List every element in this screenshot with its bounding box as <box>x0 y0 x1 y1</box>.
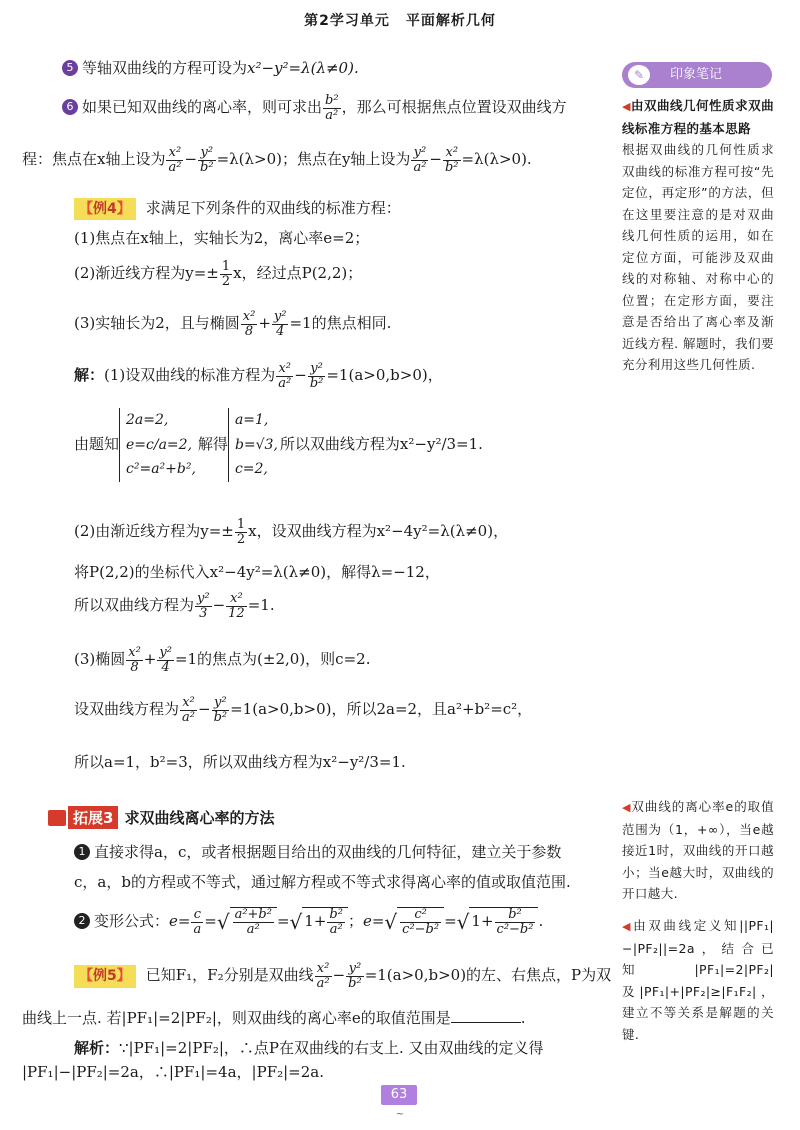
fraction: $\frac{\text{b²}}{\text{a²}}$ <box>325 93 339 123</box>
notes-badge: ✎ 印象笔记 <box>622 62 772 88</box>
analysis-2: |PF₁|−|PF₂|=2a，∴|PF₁|=4a，|PF₂|=2a. <box>22 1063 324 1081</box>
page-number: 63 <box>381 1085 417 1105</box>
question-2: (2)渐近线方程为y=± $\frac{1}{2}$ x，经过点P(2,2)； <box>74 259 363 289</box>
triangle-icon: ◀ <box>622 100 631 113</box>
number-5-badge: 5 <box>62 60 78 76</box>
solution-label: 解： <box>74 366 105 385</box>
analysis-1: 解析：∵|PF₁|=2|PF₂|，∴点P在双曲线的右支上. 又由双曲线的定义得 <box>74 1039 544 1057</box>
extension-heading: 拓展3 求双曲线离心率的方法 <box>48 806 274 830</box>
example-tag: 【例5】 <box>74 965 136 987</box>
triangle-icon: ◀ <box>622 920 634 933</box>
answer-blank <box>451 1010 521 1023</box>
chapter-title: 平面解析几何 <box>405 13 496 29</box>
solution-1-intro: 解：(1)设双曲线的标准方程为 $\frac{\text{x²}}{\text{a²}}$ − $\frac{\text{y²}}{\text{b²}}$ =1(a>0,b>0)， <box>74 361 443 391</box>
item-6-cont: 程：焦点在x轴上设为 $\frac{\text{x²}}{\text{a²}}$ − $\frac{\text{y²}}{\text{b²}}$ =λ(λ>0)；焦点在y轴上设为 $\frac{\text{y²}}{\text{a²}}$ − $\frac{\text{x²}}{\text{b²}}$ =λ(λ>0). <box>22 145 532 175</box>
question-1: (1)焦点在x轴上，实轴长为2，离心率e=2； <box>74 229 370 247</box>
sidebar-note-2: ◀双曲线的离心率e的取值范围为（1，+∞），当e越接近1时，双曲线的开口越小；当e越大时，双曲线的开口越大. <box>622 799 774 901</box>
question-3: (3)实轴长为2，且与椭圆 $\frac{\text{x²}}{8}$ + $\frac{\text{y²}}{4}$ =1的焦点相同. <box>74 309 392 339</box>
example-tag: 【例4】 <box>74 198 136 220</box>
sidebar-note-3: ◀由双曲线定义知||PF₁|−|PF₂||=2a，结合已知|PF₁|=2|PF₂|及|PF₁|+|PF₂|≥|F₁F₂|，建立不等关系是解题的关键. <box>622 918 774 1042</box>
unit-label: 第2学习单元 <box>304 13 390 29</box>
solution-2-a: (2)由渐近线方程为y=± $\frac{1}{2}$ x，设双曲线方程为x²−4y²=λ(λ≠0)， <box>74 517 509 547</box>
number-6-badge: 6 <box>62 99 78 115</box>
elephant-icon: ✎ <box>628 65 650 85</box>
item-5: 5 等轴双曲线的方程可设为x²−y²=λ(λ≠0). <box>62 56 359 80</box>
ornament-icon: ~ <box>395 1109 405 1120</box>
formula: x²−y²=λ(λ≠0). <box>247 59 359 77</box>
example-5-heading: 【例5】 已知F₁，F₂分别是双曲线 $\frac{\text{x²}}{\text{a²}}$ − $\frac{\text{y²}}{\text{b²}}$ =1(a>0,b>0)的左、右焦点，P为双 <box>74 962 611 990</box>
book-icon <box>48 810 66 826</box>
solution-3-b: 设双曲线方程为 $\frac{\text{x²}}{\text{a²}}$ − $\frac{\text{y²}}{\text{b²}}$ =1(a>0,b>0)，所以2a=2，且a²+b²=c²， <box>74 695 533 725</box>
solution-3-c: 所以a=1，b²=3，所以双曲线方程为x²−y²/3=1. <box>74 753 406 771</box>
example-5-question: 曲线上一点. 若|PF₁|=2|PF₂|，则双曲线的离心率e的取值范围是 . <box>22 1009 526 1027</box>
number-2-badge: 2 <box>74 913 90 929</box>
method-1-cont: c，a，b的方程或不等式，通过解方程或不等式求得离心率的值或取值范围. <box>74 873 571 891</box>
method-1: 1 直接求得a，c，或者根据题目给出的双曲线的几何特征，建立关于参数 <box>74 840 561 864</box>
solution-1-system: 由题知 2a=2, e=c/a=2, c²=a²+b², 解得 a=1, b=√3, c=2, 所以双曲线方程为x²−y²/3=1. <box>74 408 483 482</box>
equation-system-2: a=1, b=√3, c=2, <box>228 408 278 482</box>
analysis-label: 解析： <box>74 1039 120 1057</box>
number-1-badge: 1 <box>74 844 90 860</box>
item-6: 6 如果已知双曲线的离心率，则可求出 $\frac{\text{b²}}{\text{a²}}$ ，那么可根据焦点位置设双曲线方 <box>62 94 567 122</box>
equation-system-1: 2a=2, e=c/a=2, c²=a²+b², <box>119 408 196 482</box>
extension-title: 求双曲线离心率的方法 <box>124 809 275 827</box>
example-4-heading: 【例4】 求满足下列条件的双曲线的标准方程： <box>74 196 401 220</box>
solution-2-b: 将P(2,2)的坐标代入x²−4y²=λ(λ≠0)，解得λ=−12， <box>74 563 440 581</box>
method-2: 2 变形公式：e= $\frac{c}{a}$ =√ $\frac{\text{a²+b²}}{\text{a²}}$ =√ 1+ $\frac{\text{b²}}{\text{a²}}$ ；e=√ $\frac{\text{c²}}{\text{c²−b²}}$ =√ 1+ $\frac{\text{b²}}{\text{c²−b²}}$ . <box>74 906 543 938</box>
solution-2-c: 所以双曲线方程为 $\frac{\text{y²}}{3}$ − $\frac{\text{x²}}{12}$ =1. <box>74 591 275 621</box>
triangle-icon: ◀ <box>622 801 632 814</box>
solution-3-a: (3)椭圆 $\frac{\text{x²}}{8}$ + $\frac{\text{y²}}{4}$ =1的焦点为(±2,0)，则c=2. <box>74 645 371 675</box>
sidebar-note-1: ◀由双曲线几何性质求双曲线标准方程的基本思路 根据双曲线的几何性质求双曲线的标准方程可按“先定位，再定形”的方法，但在这里要注意的是对双曲线几何性质的运用，如在定位方面，可能涉及双曲线的对称轴、对称中心的位置；在定形方面，要注意是否给出了离心率及渐近线方程. 解题时，我们要充分利用这些几何性质. <box>622 98 774 372</box>
page-header <box>0 10 800 30</box>
